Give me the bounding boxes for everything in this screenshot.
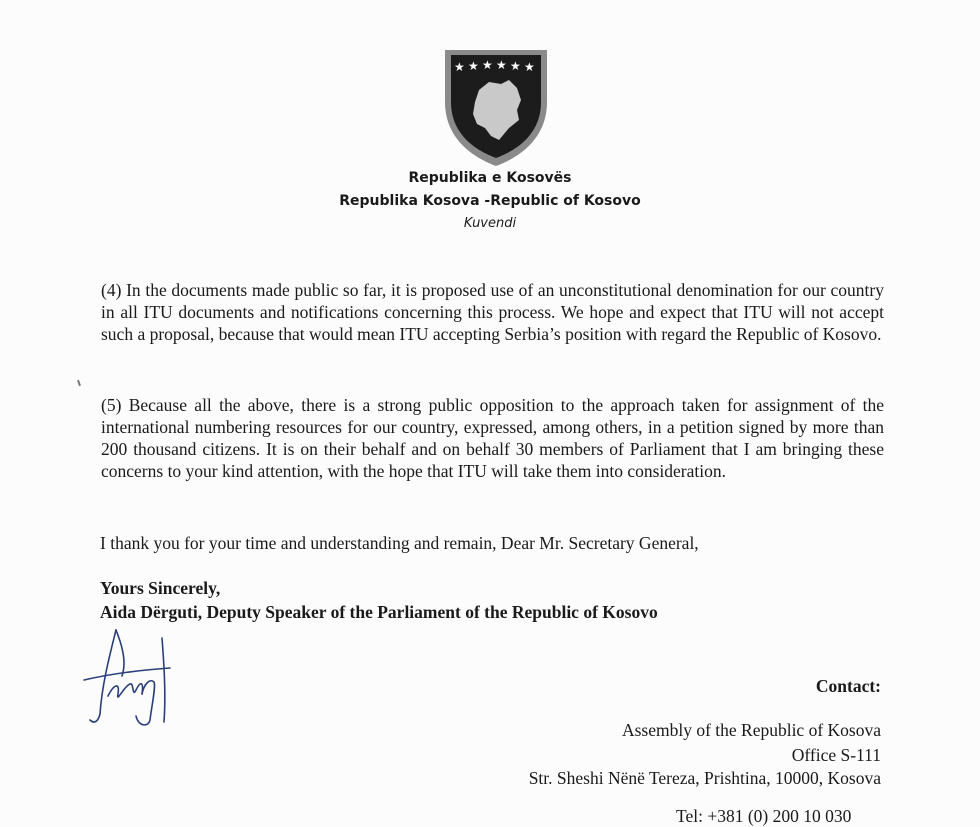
- svg-text:★: ★: [482, 58, 493, 72]
- paragraph-4: (4) In the documents made public so far, it is proposed use of an unconstitutional denomination for our country in all ITU documents and notifications concerning this process. We hope and expect that ITU will not accept such a proposal, because that would mean ITU accepting Serbia’s position with regard the Republic of Kosovo.: [101, 280, 884, 344]
- contact-address-line-3: Str. Sheshi Nënë Tereza, Prishtina, 10000, Kosova: [528, 768, 881, 788]
- thanks-line: I thank you for your time and understanding and remain, Dear Mr. Secretary General,: [100, 533, 699, 553]
- svg-text:★: ★: [468, 59, 479, 73]
- kosovo-coat-of-arms-icon: [439, 44, 553, 168]
- contact-address-line-2: Office S-111: [791, 745, 881, 765]
- svg-text:★: ★: [496, 58, 507, 72]
- contact-address-line-1: Assembly of the Republic of Kosova: [621, 720, 881, 740]
- svg-text:★: ★: [454, 60, 465, 74]
- closing-salutation: Yours Sincerely,: [100, 578, 221, 598]
- svg-text:★: ★: [510, 59, 521, 73]
- contact-telephone: Tel: +381 (0) 200 10 030: [676, 806, 852, 826]
- paragraph-5: (5) Because all the above, there is a strong public opposition to the approach taken for assignment of the international numbering resources for our country, expressed, among others, in a petition signed by more than 200 thousand citizens. It is on their behalf and on behalf 30 members of Parliament that I am bringing these concerns to your kind attention, with the hope that ITU will take them into consideration.: [101, 395, 884, 481]
- header-republic-serbian-english: Republika Kosova -Republic of Kosovo: [339, 193, 641, 209]
- header-republic-albanian: Republika e Kosovës: [408, 170, 572, 186]
- header-institution: Kuvendi: [463, 216, 517, 231]
- handwritten-signature-icon: [80, 624, 180, 728]
- scan-mark: [77, 380, 81, 386]
- contact-label: Contact:: [815, 676, 881, 696]
- svg-text:★: ★: [524, 60, 535, 74]
- signatory-name: Aida Dërguti, Deputy Speaker of the Parliament of the Republic of Kosovo: [100, 602, 658, 622]
